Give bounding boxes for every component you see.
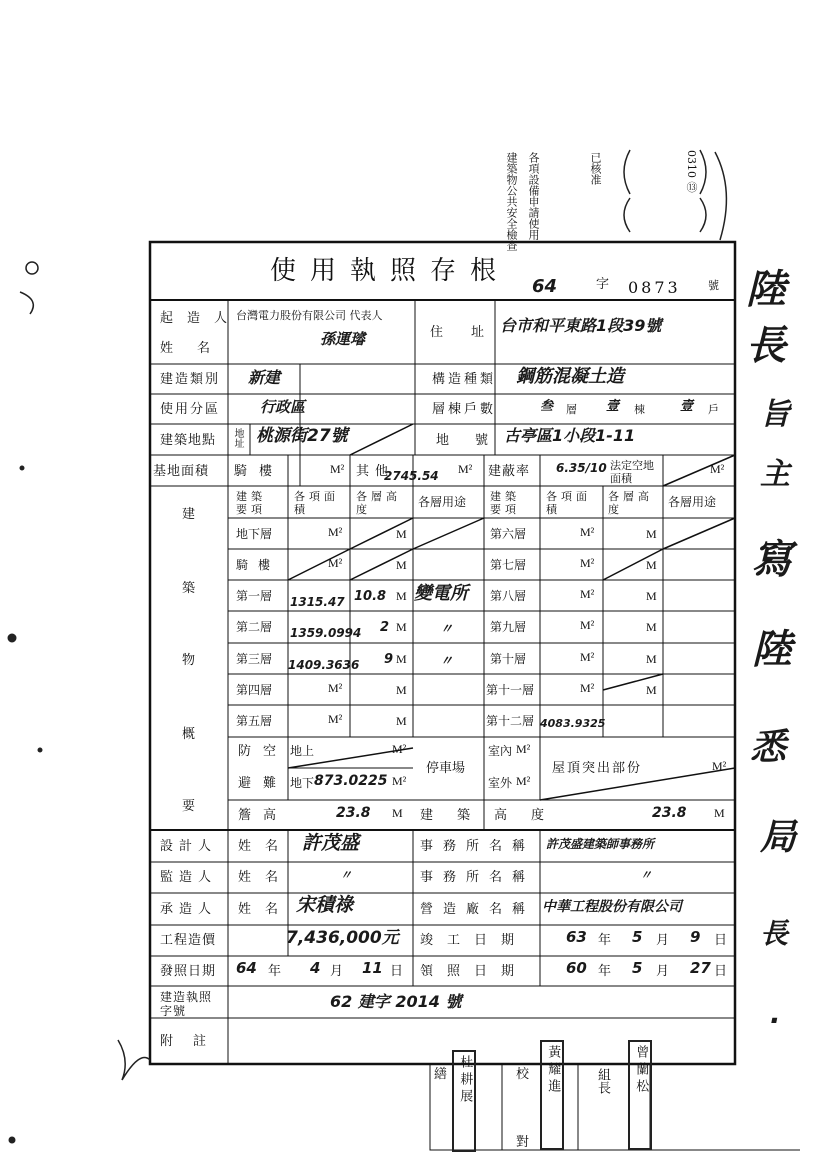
left-margin-marks [0,0,150,1168]
label-coverage: 建蔽率 [488,464,531,479]
issue-month-unit: 月 [330,964,344,979]
label-chief: 組長 [595,1068,610,1094]
unit-indoor: M² [516,742,531,756]
builder-address: 台市和平東路1段39號 [500,316,662,335]
label-address: 住址 [430,325,513,340]
unit-height: M [714,806,725,820]
unit-f10-area: M² [580,650,595,664]
label-building-height: 建築高度 [420,808,569,823]
supervisor-value: 〃 [340,868,353,882]
label-designer-name: 姓名 [238,839,293,854]
permit-year: 64 [532,276,558,297]
label-name: 姓名 [160,341,235,356]
margin-char-9: . [770,997,781,1030]
label-contractor: 承造人 [160,902,218,917]
contractor-value: 宋積祿 [296,894,354,916]
unit-f6-area: M² [580,525,595,539]
permit-number: 0873 [628,278,681,297]
builder-name: 台灣電力股份有限公司 代表人 [236,309,383,322]
label-lot: 地號 [436,433,515,448]
label-other: 其他 [356,464,395,479]
height-value: 23.8 [652,805,687,821]
margin-char-6: 悉 [750,727,787,768]
margin-char-4: 寫 [752,537,792,583]
top-note-bracket: 0310 ⑬ [685,150,698,193]
unit-eave: M [392,806,403,820]
unit-outdoor: M² [516,774,531,788]
label-shelter-2: 避難 [238,776,289,791]
margin-char-3: 主 [760,457,790,492]
label-permit-no: 建造執照字號 [160,990,213,1019]
start-day-unit: 日 [714,933,728,948]
unit-f6-height: M [646,527,657,541]
left-floor-1: 騎樓 [236,558,281,572]
receive-year: 60 [566,959,587,977]
label-firm: 營造廠名稱 [420,902,536,917]
structure-value: 鋼筋混凝土造 [516,366,624,387]
label-site-addr: 地址 [232,428,243,448]
label-issue-date: 發照日期 [160,964,217,979]
hdr-item-left: 建築要項 [236,490,266,517]
start-day: 9 [690,928,701,946]
receive-year-unit: 年 [598,964,612,979]
start-year-unit: 年 [598,933,612,948]
label-indoor: 室內 [488,744,513,758]
receive-month-unit: 月 [656,964,670,979]
label-outdoor: 室外 [488,776,513,790]
f12-area: 4083.9325 [540,717,606,730]
units-value: 壹 [680,399,694,414]
summary-char-4: 概 [182,727,196,742]
unit-f9-area: M² [580,618,595,632]
summary-char-5: 要 [182,799,196,814]
hdr-height-left: 各層高度 [356,490,401,517]
hdr-area-right: 各項面積 [546,490,591,517]
margin-char-2: 旨 [760,397,790,432]
left-floor-2: 第一層 [236,589,273,603]
left-floor-5: 第四層 [236,683,273,697]
margin-char-8: 長 [760,917,789,950]
label-floors-units: 層棟戶數 [432,402,497,417]
unit-b-height: M [396,527,407,541]
issue-day: 11 [362,959,383,977]
unit-f8-height: M [646,589,657,603]
unit-f5-height: M [396,714,407,728]
zone-value: 行政區 [260,398,306,416]
permit-char: 字 [596,277,610,292]
label-site-area: 基地面積 [153,464,210,479]
site-address: 桃源街27號 [256,426,348,446]
summary-char-2: 築 [182,581,196,596]
right-floor-1: 第七層 [490,558,527,572]
f1-use: 變電所 [414,583,468,604]
label-proof: 對 [516,1135,530,1150]
unit-roof: M² [712,759,727,773]
unit-f1-height: M [396,589,407,603]
permit-suffix: 號 [708,279,719,292]
basement-area: 873.0225 [314,773,388,789]
label-site-location: 建築地點 [160,433,217,448]
label-check: 校 [516,1067,530,1082]
form-title: 使用執照存根 [270,256,511,286]
hdr-height-right: 各層高度 [608,490,653,517]
label-supervisor-office: 事務所名稱 [420,870,536,885]
issue-year-unit: 年 [268,964,282,979]
f3-height: 9 [384,652,394,667]
right-floor-6: 第十二層 [486,714,535,728]
stamp-reg: 杜 耕 展 [452,1050,476,1152]
unit-f2-height: M [396,620,407,634]
start-year: 63 [566,928,587,946]
bldg-unit: 棟 [634,403,645,416]
unit-other: M² [458,462,473,476]
builder-signature: 孫運璿 [320,330,366,348]
f3-area: 1409.3636 [288,658,360,672]
right-floor-3: 第九層 [490,620,527,634]
floors-value: 叁 [540,399,554,414]
label-reg: 繕 [434,1067,448,1082]
hdr-use-left: 各層用途 [418,495,467,509]
start-month-unit: 月 [656,933,670,948]
left-floor-6: 第五層 [236,714,273,728]
margin-char-7: 局 [760,817,797,858]
label-eave: 簷高 [238,808,289,823]
unit-f4-height: M [396,683,407,697]
f2-area: 1359.0994 [290,626,362,640]
f2-use: 〃 [440,622,454,637]
designer-value: 許茂盛 [302,832,360,854]
other-area: 2745.54 [384,469,439,483]
receive-month: 5 [632,959,643,977]
f1-area: 1315.47 [290,595,345,609]
receive-day-unit: 日 [714,964,728,979]
unit-f4-area: M² [328,681,343,695]
label-parking: 停車場 [426,761,466,776]
unit-below: M² [392,774,407,788]
right-floor-5: 第十一層 [486,683,535,697]
eave-value: 23.8 [336,805,371,821]
label-builder: 起造人 [160,311,242,326]
label-use-zone: 使用分區 [160,402,221,417]
label-contractor-name: 姓名 [238,902,293,917]
f1-height: 10.8 [354,589,387,604]
build-type-value: 新建 [248,368,281,387]
unit-arcade-height: M [396,558,407,572]
unit-f7-height: M [646,558,657,572]
label-office: 事務所名稱 [420,839,536,854]
label-start-date: 竣工日期 [420,933,529,948]
cost-value: 7,436,000元 [286,928,399,948]
label-cost: 工程造價 [160,933,217,948]
label-roof: 屋頂突出部份 [552,761,643,776]
floor-unit: 層 [566,403,577,416]
unit-f10-height: M [646,652,657,666]
stamp-chief: 曾 蘭 松 [628,1040,652,1150]
margin-char-1: 長 [746,323,786,369]
f2-height: 2 [380,620,390,635]
margin-char-0: 陸 [746,267,786,313]
label-receive-date: 領照日期 [420,964,529,979]
issue-month: 4 [310,959,321,977]
left-floor-0: 地下層 [236,527,273,541]
unit-f11-area: M² [580,681,595,695]
unit-f9-height: M [646,620,657,634]
stamp-check: 黃 耀 進 [540,1040,564,1150]
unit-f11-height: M [646,683,657,697]
label-build-type: 建造類別 [160,372,221,387]
unit-open-space: M² [710,462,725,476]
unit-f7-area: M² [580,556,595,570]
right-floor-2: 第八層 [490,589,527,603]
label-structure-type: 構造種類 [432,372,497,387]
right-floor-4: 第十層 [490,652,527,666]
receive-day: 27 [690,959,711,977]
summary-char-3: 物 [182,653,196,668]
hdr-item-right: 建築要項 [490,490,520,517]
label-supervisor-name: 姓名 [238,870,293,885]
unit-f8-area: M² [580,587,595,601]
unit-arcade: M² [330,462,345,476]
issue-day-unit: 日 [390,964,404,979]
right-floor-0: 第六層 [490,527,527,541]
unit-above: M² [392,742,407,756]
start-month: 5 [632,928,643,946]
left-floor-4: 第三層 [236,652,273,666]
permit-value: 62 建字 2014 號 [330,992,462,1011]
contractor-firm: 中華工程股份有限公司 [542,899,682,915]
summary-char-1: 建 [182,507,196,522]
label-remarks: 附註 [160,1034,227,1049]
supervisor-office: 〃 [640,868,653,882]
label-arcade: 騎樓 [234,464,285,479]
unit-f3-height: M [396,652,407,666]
label-designer: 設計人 [160,839,218,854]
label-above: 地上 [290,744,315,758]
unit-arcade-area: M² [328,556,343,570]
margin-char-5: 陸 [752,627,792,673]
top-note-1: 建築物公共安全檢查 [505,152,518,251]
unit-b-area: M² [328,525,343,539]
hdr-use-right: 各層用途 [668,495,717,509]
top-note-2: 各項設備申請使用 [527,152,540,240]
lot-value: 古亭區1小段1-11 [504,426,636,445]
coverage-value: 6.35/10 [556,461,607,475]
designer-office: 許茂盛建築師事務所 [546,837,655,851]
left-floor-3: 第二層 [236,620,273,634]
label-open-space: 法定空地面積 [610,459,654,486]
house-unit: 戶 [708,403,719,416]
bldg-value: 壹 [606,399,620,414]
f3-use: 〃 [440,654,454,669]
top-note-3: 已核准 [589,152,602,185]
label-shelter-1: 防空 [238,744,289,759]
hdr-area-left: 各項面積 [294,490,339,517]
label-below: 地下 [290,776,315,790]
issue-year: 64 [236,959,257,977]
unit-f5-area: M² [328,712,343,726]
label-supervisor: 監造人 [160,870,218,885]
